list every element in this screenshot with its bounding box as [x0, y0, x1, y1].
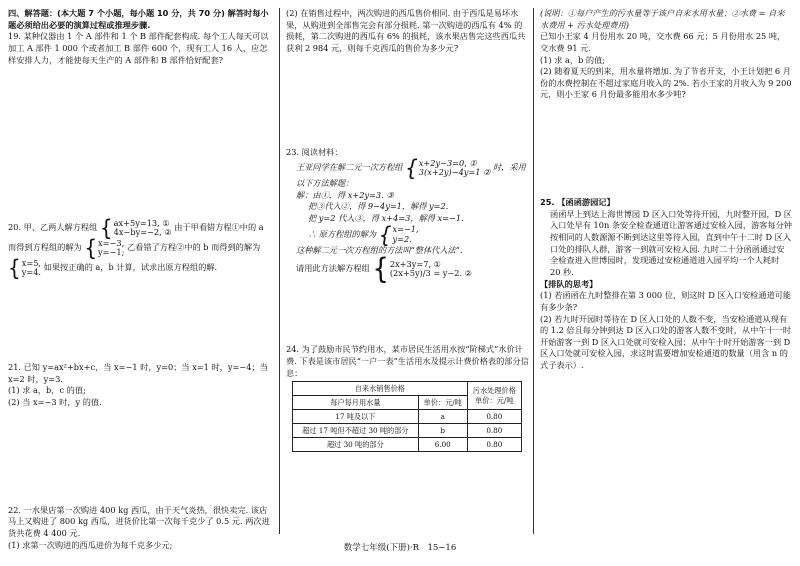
q23-system: { x+2y−3=0, ① 3(x+2y)−4y=1 ②	[405, 155, 491, 182]
q20-jia-x: x=−3,	[98, 237, 125, 248]
question-25-part-2: (2) 若九时开园时等待在 D 区入口处的人数不变，当安检通道从现有的 1.2 倍且每分钟到达 D 区入口处的游客人数不变时，从中午十一时开始游客一到 D 区入口处就可安检入园；从中午十时开始游客一到 D 区入口处就可安检入园，求这时需要增加安检通道的数量（用含 n 的式子表示）.	[540, 313, 792, 371]
q23-task-system: { 2x+3y=7, ① (2x+5y)/3 = y−2. ②	[372, 252, 473, 286]
q25-heading: 【排队的思考】	[540, 278, 598, 289]
table-head-main: 自来水销售价格	[293, 382, 468, 396]
table-head-month: 每户每月用水量	[293, 396, 419, 410]
reading-material	[286, 155, 530, 256]
table-cell-price: a	[418, 410, 467, 424]
column-divider-left	[279, 8, 280, 534]
question-25-part-1: (1) 若函函在九时整排在第 3 000 位，则这时 D 区入口安检通道可能有多少条?	[540, 290, 792, 312]
table-row	[293, 438, 522, 452]
question-21: 21. 已知 y=ax²+bx+c，当 x=−1 时，y=0；当 x=1 时，y=−4；当 x=2 时，y=3.	[8, 362, 268, 384]
q23-eq2: 3(x+2y)−4y=1 ②	[418, 167, 491, 178]
q24-note: (说明：①每户产生的污水量等于该户自来水用水量；②水费 = 自来水费用 + 污水处理费用)	[540, 8, 785, 30]
q23-step-3-text: ∴ 原方程组的解为	[308, 228, 377, 239]
q23-ask	[286, 252, 530, 286]
answer-space-23	[286, 282, 530, 344]
table-cell-sewage: 0.80	[467, 438, 521, 452]
q23-intro	[286, 155, 530, 190]
q23-sol-y: y=2.	[392, 233, 412, 244]
q23-eq1: x+2y−3=0, ①	[418, 157, 477, 168]
column-middle	[286, 8, 530, 536]
q20-jia-y: y=−1;	[98, 247, 125, 258]
question-23-title: 23. 阅读材料：	[286, 146, 343, 157]
answer-space-20	[8, 280, 270, 362]
answer-space-19	[8, 68, 270, 218]
q20-eq2: 4x−by=−2, ②	[113, 227, 172, 238]
q23-step-1: 把③代入②，得 9−4y=1，解得 y=2.	[308, 201, 449, 212]
q23-intro-a: 王亚同学在解二元一次方程组	[296, 162, 403, 173]
q20-solution-yi: { x=5, y=4.	[8, 255, 42, 282]
table-cell-range: 17 吨及以下	[293, 410, 419, 424]
question-24-part-1: (1) 求 a，b 的值;	[540, 54, 606, 65]
table-cell-sewage: 0.80	[467, 410, 521, 424]
question-25-title: 25. 【函函游园记】	[540, 197, 615, 208]
q20-yi-y: y=4.	[21, 267, 42, 278]
column-right	[540, 8, 792, 536]
q23-task-eq2: (2x+5y)/3 = y−2. ②	[389, 268, 473, 279]
question-20	[8, 215, 270, 282]
q20-text-d: 如果按正确的 a，b 计算，试求出原方程组的解.	[43, 262, 218, 273]
column-divider-right	[533, 8, 534, 534]
q23-step-2: 把 y=2 代入③，得 x+4=3，解得 x=−1.	[308, 213, 464, 224]
answer-space-24	[540, 101, 792, 197]
table-row	[293, 424, 522, 438]
q24-data: 已知小王家 4 月份用水 20 吨，交水费 66 元；5 月份用水 25 吨，交水费 91 元.	[540, 31, 786, 53]
q23-method: 这种解二元一次方程组的方法叫“整体代入法”.	[296, 244, 463, 255]
q23-step-0: 解：由①，得 x+2y=3. ③	[296, 189, 394, 200]
question-21-part-1: (1) 求 a，b，c 的值;	[8, 385, 86, 396]
q25-story: 函函早上到达上海世博园 D 区入口处等待开园，九时整开园，D 区入口处早有 10n 条安全检查通道让游客通过安检入园，游客每分钟按相同的人数源源不断到达这里等待入园，直到中午十二时 D 区入口处的排队人群，游客一到就可安检入园. 九时二十分函函通过安全检查进入世博园时，发现通过安检通道进入园平均一个人耗时 20 秒.	[550, 208, 792, 277]
q20-eq1: ax+5y=13, ①	[113, 217, 170, 228]
table-cell-price: 6.00	[418, 438, 467, 452]
page-footer: 数学七年级(下册)·R 15−16	[343, 543, 457, 553]
q23-step-3	[286, 221, 530, 248]
table-head-unit: 单价：元/吨	[418, 396, 467, 410]
table-cell-range: 超过 30 吨的部分	[293, 438, 419, 452]
table-head-sewage	[467, 382, 521, 410]
answer-space-21	[8, 409, 270, 505]
question-22-part-2: (2) 在销售过程中，两次购进的西瓜售价相同. 由于西瓜是易坏水果，从购进到全部售完会有部分损耗. 第一次购进的西瓜有 4% 的损耗，第二次购进的西瓜有 6% 的损耗，该水果店售完这些西瓜共获利 2 984 元，则每千克西瓜的售价为多少元?	[286, 8, 526, 53]
question-24-part-2: (2) 随着夏天的到来，用水量将增加. 为了节省开支，小王计划把 6 月份的水费控制在不超过家庭月收入的 2%. 若小王家的月收入为 9 200 元，则小王家 6 月份最多能用水多少吨?	[540, 66, 792, 100]
q20-solution-jia: { x=−3, y=−1;	[84, 235, 125, 262]
q20-text-a: 20. 甲、乙两人解方程组	[8, 222, 98, 233]
answer-space-22	[286, 55, 530, 147]
q20-yi-x: x=5,	[21, 257, 42, 268]
table-head-sewage-unit: 单价：元/吨	[475, 395, 514, 405]
question-24: 24. 为了鼓励市民节约用水，某市居民生活用水按“阶梯式”水价计费. 下表是该市居民“一户一表”生活用水及提示计费价格表的部分信息：	[286, 344, 529, 378]
q23-task-eq1: 2x+3y=7, ①	[389, 258, 441, 269]
q20-text-b: 由于甲看错方程①中的 a 而得到方程组的解为	[8, 222, 264, 253]
question-22-part-1: (1) 求第一次购进的西瓜进价为每千克多少元;	[8, 539, 173, 550]
q23-solution: { x=−1, y=2.	[378, 221, 419, 248]
question-19: 19. 某种仪器由 1 个 A 部件和 1 个 B 部件配套构成. 每个工人每天可以加工 A 部件 1 000 个或者加工 B 部件 600 个，现有工人 16 人，应怎样安排人力，才能使每天生产的 A 部件和 B 部件恰好配套?	[8, 31, 269, 65]
table-cell-range: 超过 17 吨但不超过 30 吨的部分	[293, 424, 419, 438]
section-heading: 四、解答题：(本大题 7 个小题，每小题 10 分，共 70 分) 解答时每小题必须给出必要的演算过程或推理步骤.	[8, 8, 269, 30]
q23-intro-b: 时，采用以下方法解题：	[296, 162, 526, 189]
question-22: 22. 一水果店第一次购进 400 kg 西瓜，由于天气炎热，很快卖完. 该店马上又购进了 800 kg 西瓜，进货价比第一次每千克少了 0.5 元. 两次进货共花费 4 400 元.	[8, 504, 270, 539]
q23-sol-x: x=−1,	[392, 224, 419, 235]
q20-text-c: 乙看错了方程②中的 b 而得到的解为	[126, 242, 261, 253]
q20-system: { ax+5y=13, ① 4x−by=−2, ②	[99, 215, 172, 242]
table-cell-price: b	[418, 424, 467, 438]
column-left	[8, 8, 270, 550]
table-row	[293, 410, 522, 424]
table-cell-sewage: 0.80	[467, 424, 521, 438]
q23-ask-text: 请用此方法解方程组	[296, 263, 370, 274]
question-21-part-2: (2) 当 x=−3 时，y 的值.	[8, 397, 102, 408]
table-head-sewage-text: 污水处理价格	[472, 385, 516, 395]
water-price-table	[292, 381, 522, 452]
